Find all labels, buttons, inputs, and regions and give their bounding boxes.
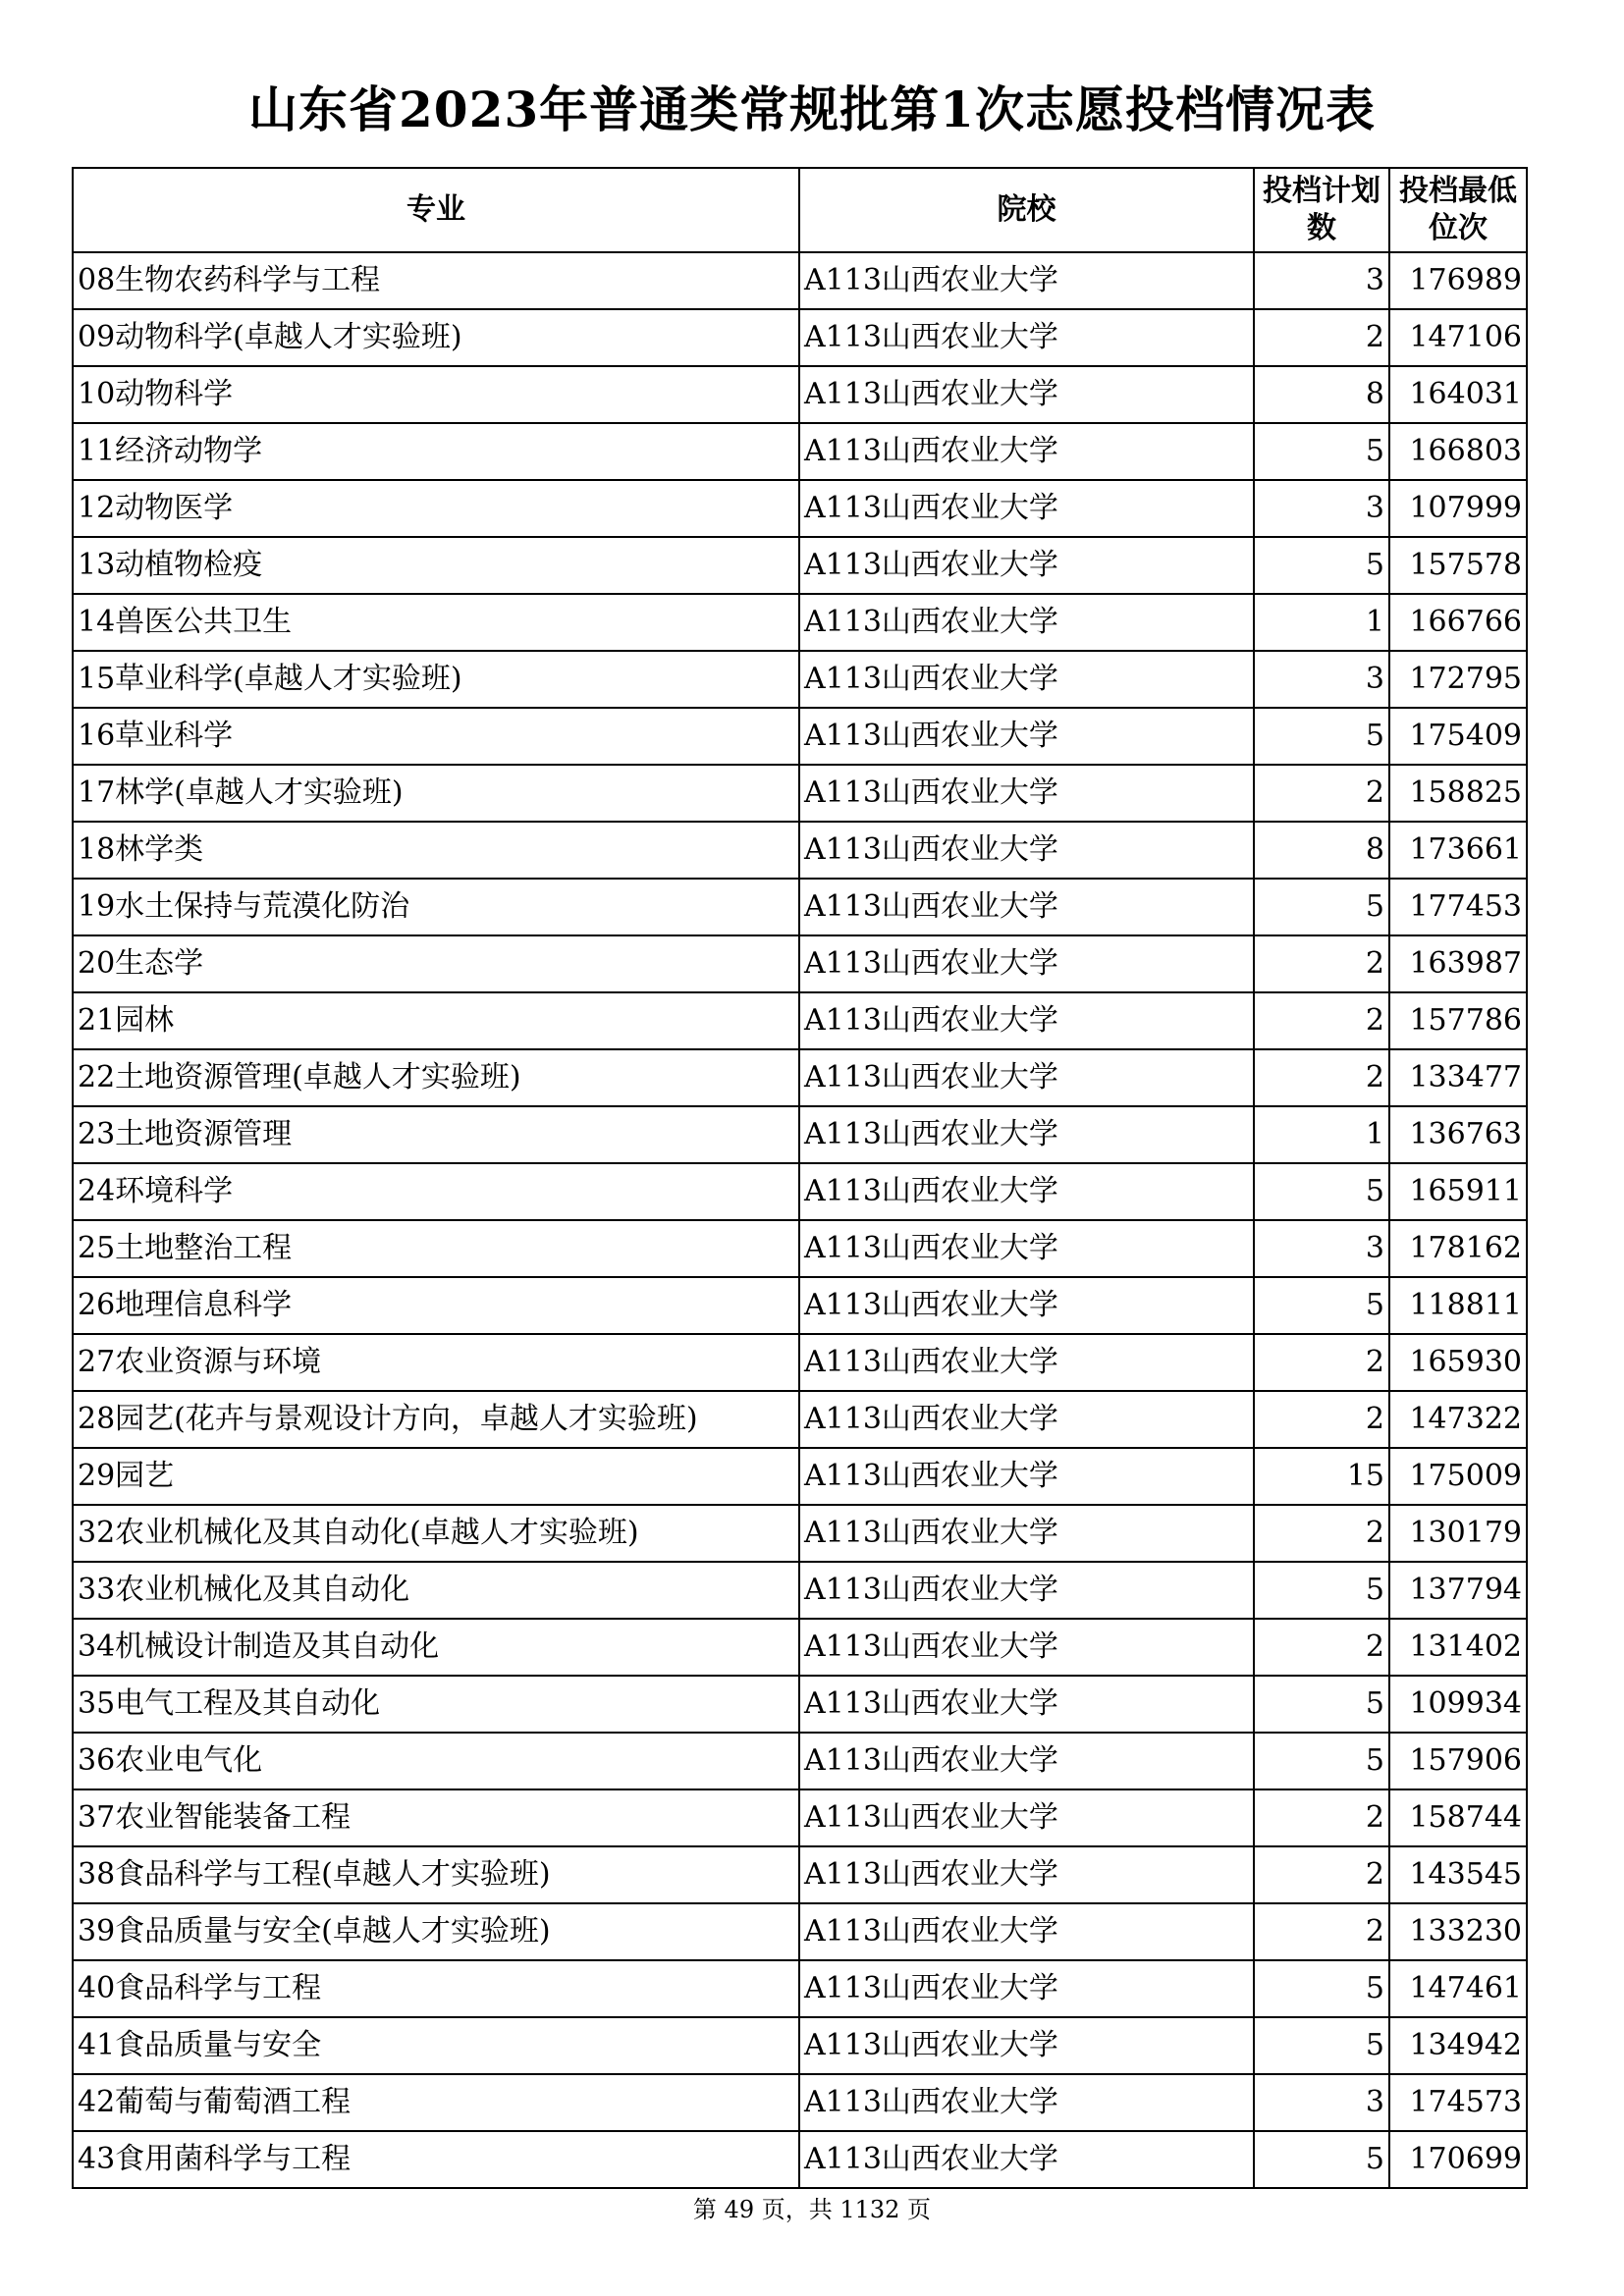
plan-count-cell: 5: [1254, 423, 1389, 480]
major-cell: 34机械设计制造及其自动化: [73, 1619, 799, 1676]
plan-count-cell: 2: [1254, 765, 1389, 822]
min-rank-cell: 137794: [1389, 1562, 1527, 1619]
plan-count-cell: 5: [1254, 1277, 1389, 1334]
plan-count-cell: 3: [1254, 1220, 1389, 1277]
school-cell: A113山西农业大学: [799, 1505, 1254, 1562]
major-cell: 28园艺(花卉与景观设计方向，卓越人才实验班): [73, 1391, 799, 1448]
school-cell: A113山西农业大学: [799, 1220, 1254, 1277]
plan-count-cell: 3: [1254, 480, 1389, 537]
major-cell: 19水土保持与荒漠化防治: [73, 879, 799, 935]
table-row: [73, 1903, 1527, 1960]
major-cell: 39食品质量与安全(卓越人才实验班): [73, 1903, 799, 1960]
table-row: [73, 2131, 1527, 2188]
school-cell: A113山西农业大学: [799, 1676, 1254, 1733]
major-cell: 32农业机械化及其自动化(卓越人才实验班): [73, 1505, 799, 1562]
major-cell: 23土地资源管理: [73, 1106, 799, 1163]
school-cell: A113山西农业大学: [799, 1106, 1254, 1163]
major-cell: 38食品科学与工程(卓越人才实验班): [73, 1846, 799, 1903]
min-rank-cell: 172795: [1389, 651, 1527, 708]
min-rank-cell: 163987: [1389, 935, 1527, 992]
plan-count-cell: 5: [1254, 1960, 1389, 2017]
plan-count-cell: 2: [1254, 1903, 1389, 1960]
header-min-rank: 投档最低位次: [1389, 168, 1527, 252]
min-rank-cell: 157578: [1389, 537, 1527, 594]
min-rank-cell: 136763: [1389, 1106, 1527, 1163]
school-cell: A113山西农业大学: [799, 651, 1254, 708]
table-row: [73, 537, 1527, 594]
school-cell: A113山西农业大学: [799, 1163, 1254, 1220]
table-row: [73, 480, 1527, 537]
table-row: [73, 1562, 1527, 1619]
table-row: [73, 366, 1527, 423]
school-cell: A113山西农业大学: [799, 480, 1254, 537]
major-cell: 27农业资源与环境: [73, 1334, 799, 1391]
table-row: [73, 1220, 1527, 1277]
min-rank-cell: 118811: [1389, 1277, 1527, 1334]
plan-count-cell: 3: [1254, 651, 1389, 708]
plan-count-cell: 2: [1254, 1391, 1389, 1448]
header-school: 院校: [799, 168, 1254, 252]
plan-count-cell: 3: [1254, 2074, 1389, 2131]
major-cell: 17林学(卓越人才实验班): [73, 765, 799, 822]
admission-table: [72, 167, 1528, 2189]
school-cell: A113山西农业大学: [799, 1049, 1254, 1106]
major-cell: 10动物科学: [73, 366, 799, 423]
school-cell: A113山西农业大学: [799, 423, 1254, 480]
plan-count-cell: 5: [1254, 708, 1389, 765]
table-row: [73, 651, 1527, 708]
min-rank-cell: 158825: [1389, 765, 1527, 822]
min-rank-cell: 147461: [1389, 1960, 1527, 2017]
major-cell: 08生物农药科学与工程: [73, 252, 799, 309]
major-cell: 36农业电气化: [73, 1733, 799, 1789]
plan-count-cell: 2: [1254, 1049, 1389, 1106]
school-cell: A113山西农业大学: [799, 252, 1254, 309]
table-row: [73, 765, 1527, 822]
min-rank-cell: 134942: [1389, 2017, 1527, 2074]
table-row: [73, 1789, 1527, 1846]
plan-count-cell: 5: [1254, 2131, 1389, 2188]
major-cell: 13动植物检疫: [73, 537, 799, 594]
school-cell: A113山西农业大学: [799, 1903, 1254, 1960]
table-row: [73, 309, 1527, 366]
min-rank-cell: 133477: [1389, 1049, 1527, 1106]
school-cell: A113山西农业大学: [799, 1277, 1254, 1334]
plan-count-cell: 3: [1254, 252, 1389, 309]
major-cell: 37农业智能装备工程: [73, 1789, 799, 1846]
major-cell: 43食用菌科学与工程: [73, 2131, 799, 2188]
table-row: [73, 1733, 1527, 1789]
min-rank-cell: 157906: [1389, 1733, 1527, 1789]
school-cell: A113山西农业大学: [799, 1391, 1254, 1448]
table-row: [73, 1619, 1527, 1676]
plan-count-cell: 15: [1254, 1448, 1389, 1505]
table-row: [73, 252, 1527, 309]
major-cell: 09动物科学(卓越人才实验班): [73, 309, 799, 366]
major-cell: 14兽医公共卫生: [73, 594, 799, 651]
plan-count-cell: 8: [1254, 822, 1389, 879]
school-cell: A113山西农业大学: [799, 2131, 1254, 2188]
major-cell: 22土地资源管理(卓越人才实验班): [73, 1049, 799, 1106]
school-cell: A113山西农业大学: [799, 537, 1254, 594]
major-cell: 26地理信息科学: [73, 1277, 799, 1334]
min-rank-cell: 165911: [1389, 1163, 1527, 1220]
school-cell: A113山西农业大学: [799, 1789, 1254, 1846]
plan-count-cell: 5: [1254, 1676, 1389, 1733]
plan-count-cell: 2: [1254, 1846, 1389, 1903]
plan-count-cell: 2: [1254, 992, 1389, 1049]
school-cell: A113山西农业大学: [799, 366, 1254, 423]
major-cell: 12动物医学: [73, 480, 799, 537]
min-rank-cell: 177453: [1389, 879, 1527, 935]
plan-count-cell: 5: [1254, 1733, 1389, 1789]
plan-count-cell: 5: [1254, 2017, 1389, 2074]
plan-count-cell: 5: [1254, 879, 1389, 935]
min-rank-cell: 147322: [1389, 1391, 1527, 1448]
school-cell: A113山西农业大学: [799, 1448, 1254, 1505]
major-cell: 24环境科学: [73, 1163, 799, 1220]
min-rank-cell: 109934: [1389, 1676, 1527, 1733]
major-cell: 41食品质量与安全: [73, 2017, 799, 2074]
table-row: [73, 1163, 1527, 1220]
plan-count-cell: 1: [1254, 594, 1389, 651]
min-rank-cell: 174573: [1389, 2074, 1527, 2131]
table-row: [73, 1846, 1527, 1903]
table-row: [73, 1334, 1527, 1391]
school-cell: A113山西农业大学: [799, 1960, 1254, 2017]
min-rank-cell: 130179: [1389, 1505, 1527, 1562]
school-cell: A113山西农业大学: [799, 309, 1254, 366]
table-header-row: [73, 168, 1527, 252]
table-row: [73, 1960, 1527, 2017]
plan-count-cell: 2: [1254, 1334, 1389, 1391]
school-cell: A113山西农业大学: [799, 1846, 1254, 1903]
school-cell: A113山西农业大学: [799, 1334, 1254, 1391]
school-cell: A113山西农业大学: [799, 935, 1254, 992]
school-cell: A113山西农业大学: [799, 1619, 1254, 1676]
major-cell: 18林学类: [73, 822, 799, 879]
min-rank-cell: 131402: [1389, 1619, 1527, 1676]
min-rank-cell: 166766: [1389, 594, 1527, 651]
plan-count-cell: 2: [1254, 1789, 1389, 1846]
school-cell: A113山西农业大学: [799, 594, 1254, 651]
school-cell: A113山西农业大学: [799, 708, 1254, 765]
min-rank-cell: 165930: [1389, 1334, 1527, 1391]
major-cell: 33农业机械化及其自动化: [73, 1562, 799, 1619]
table-row: [73, 935, 1527, 992]
school-cell: A113山西农业大学: [799, 2074, 1254, 2131]
header-major: 专业: [73, 168, 799, 252]
school-cell: A113山西农业大学: [799, 1733, 1254, 1789]
min-rank-cell: 143545: [1389, 1846, 1527, 1903]
table-row: [73, 879, 1527, 935]
min-rank-cell: 147106: [1389, 309, 1527, 366]
min-rank-cell: 173661: [1389, 822, 1527, 879]
table-row: [73, 822, 1527, 879]
table-row: [73, 1676, 1527, 1733]
major-cell: 11经济动物学: [73, 423, 799, 480]
table-row: [73, 1049, 1527, 1106]
plan-count-cell: 2: [1254, 1619, 1389, 1676]
min-rank-cell: 158744: [1389, 1789, 1527, 1846]
major-cell: 15草业科学(卓越人才实验班): [73, 651, 799, 708]
table-row: [73, 594, 1527, 651]
table-row: [73, 1505, 1527, 1562]
major-cell: 40食品科学与工程: [73, 1960, 799, 2017]
table-row: [73, 708, 1527, 765]
plan-count-cell: 2: [1254, 935, 1389, 992]
major-cell: 35电气工程及其自动化: [73, 1676, 799, 1733]
plan-count-cell: 8: [1254, 366, 1389, 423]
table-row: [73, 1391, 1527, 1448]
major-cell: 42葡萄与葡萄酒工程: [73, 2074, 799, 2131]
min-rank-cell: 175409: [1389, 708, 1527, 765]
table-row: [73, 1106, 1527, 1163]
min-rank-cell: 107999: [1389, 480, 1527, 537]
page-footer: 第 49 页，共 1132 页: [692, 2196, 932, 2223]
plan-count-cell: 5: [1254, 1562, 1389, 1619]
table-row: [73, 992, 1527, 1049]
min-rank-cell: 170699: [1389, 2131, 1527, 2188]
min-rank-cell: 178162: [1389, 1220, 1527, 1277]
plan-count-cell: 5: [1254, 1163, 1389, 1220]
school-cell: A113山西农业大学: [799, 2017, 1254, 2074]
plan-count-cell: 2: [1254, 1505, 1389, 1562]
table-body: [73, 252, 1527, 2188]
min-rank-cell: 175009: [1389, 1448, 1527, 1505]
school-cell: A113山西农业大学: [799, 765, 1254, 822]
school-cell: A113山西农业大学: [799, 879, 1254, 935]
header-plan-count: 投档计划数: [1254, 168, 1389, 252]
plan-count-cell: 5: [1254, 537, 1389, 594]
table-row: [73, 2017, 1527, 2074]
school-cell: A113山西农业大学: [799, 1562, 1254, 1619]
min-rank-cell: 166803: [1389, 423, 1527, 480]
school-cell: A113山西农业大学: [799, 992, 1254, 1049]
page-title: 山东省2023年普通类常规批第1次志愿投档情况表: [248, 80, 1376, 138]
major-cell: 20生态学: [73, 935, 799, 992]
table-row: [73, 1448, 1527, 1505]
major-cell: 29园艺: [73, 1448, 799, 1505]
plan-count-cell: 2: [1254, 309, 1389, 366]
table-row: [73, 1277, 1527, 1334]
min-rank-cell: 133230: [1389, 1903, 1527, 1960]
major-cell: 16草业科学: [73, 708, 799, 765]
major-cell: 21园林: [73, 992, 799, 1049]
min-rank-cell: 157786: [1389, 992, 1527, 1049]
school-cell: A113山西农业大学: [799, 822, 1254, 879]
table-row: [73, 423, 1527, 480]
min-rank-cell: 164031: [1389, 366, 1527, 423]
min-rank-cell: 176989: [1389, 252, 1527, 309]
table-row: [73, 2074, 1527, 2131]
major-cell: 25土地整治工程: [73, 1220, 799, 1277]
plan-count-cell: 1: [1254, 1106, 1389, 1163]
